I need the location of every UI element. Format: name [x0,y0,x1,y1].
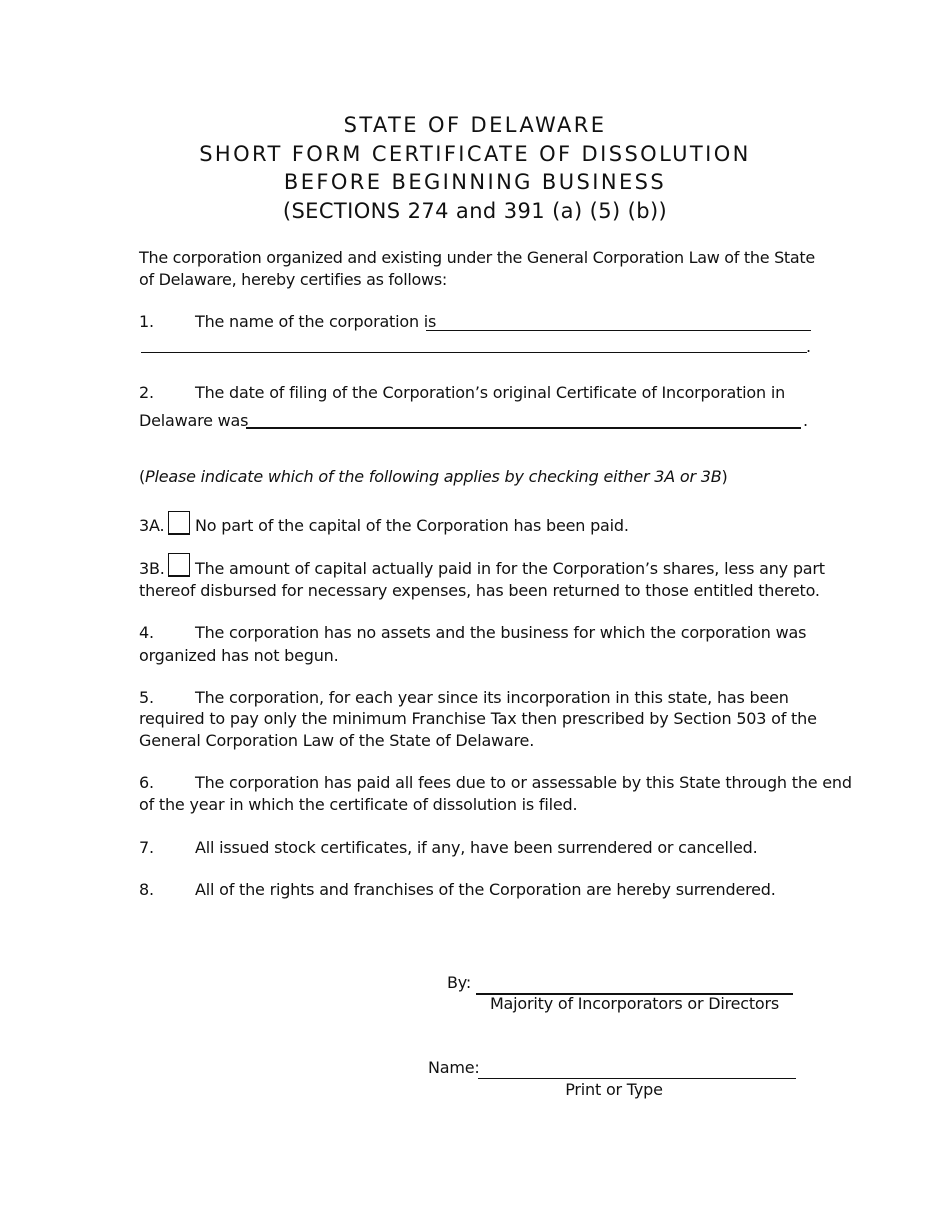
incorporation-date-field[interactable] [246,427,801,429]
item-3b-checkbox[interactable] [168,553,190,577]
instruction-text: Please indicate which of the following applies by checking either 3A or 3B [145,467,722,486]
item-2-period: . [803,411,808,430]
item-6-number: 6. [139,773,154,792]
item-5-text-cont2: General Corporation Law of the State of Delaware. [139,731,535,750]
item-3a-text: No part of the capital of the Corporation has been paid. [195,516,629,535]
item-7-number: 7. [139,838,154,857]
signature-caption: Majority of Incorporators or Directors [489,994,780,1013]
item-3a-checkbox[interactable] [168,511,190,535]
title-form-name: SHORT FORM CERTIFICATE OF DISSOLUTION [199,142,751,166]
item-5-number: 5. [139,688,154,707]
title-sections: (SECTIONS 274 and 391 (a) (5) (b)) [282,199,668,223]
instruction-close-paren: ) [721,467,728,486]
item-3a-number: 3A. [139,516,165,535]
item-3b-text-cont: thereof disbursed for necessary expenses, has been returned to those entitled thereto. [139,581,820,600]
name-label: Name: [428,1058,480,1077]
corporation-name-field-line1[interactable] [426,330,811,331]
item-8-number: 8. [139,880,154,899]
title-state: STATE OF DELAWARE [343,113,607,137]
corporation-name-field-line2[interactable] [141,352,807,353]
item-4-text-cont: organized has not begun. [139,646,339,665]
item-5-text-cont: required to pay only the minimum Franchise Tax then prescribed by Section 503 of the [139,709,817,728]
item-4-text: The corporation has no assets and the business for which the corporation was [195,623,807,642]
item-1-label: The name of the corporation is [195,312,437,331]
item-2-number: 2. [139,383,154,402]
title-subtitle: BEFORE BEGINNING BUSINESS [283,170,667,194]
item-6-text: The corporation has paid all fees due to or assessable by this State through the end [195,773,852,792]
item-2-text-cont: Delaware was [139,411,249,430]
name-caption: Print or Type [565,1080,663,1099]
item-4-number: 4. [139,623,154,642]
item-1-number: 1. [139,312,154,331]
item-6-text-cont: of the year in which the certificate of dissolution is filed. [139,795,578,814]
instruction-open-paren: ( [139,467,146,486]
instruction-note [139,466,728,488]
item-2-text: The date of filing of the Corporation’s original Certificate of Incorporation in [195,383,786,402]
item-1-period: . [806,337,811,356]
item-8-text: All of the rights and franchises of the Corporation are hereby surrendered. [195,880,776,899]
intro-paragraph: The corporation organized and existing under the General Corporation Law of the State of Delaware, hereby certifies as follows: [139,248,815,289]
item-7-text: All issued stock certificates, if any, have been surrendered or cancelled. [195,838,758,857]
item-3b-text: The amount of capital actually paid in for the Corporation’s shares, less any part [195,559,825,578]
item-3b-number: 3B. [139,559,165,578]
item-5-text: The corporation, for each year since its incorporation in this state, has been [195,688,789,707]
by-label: By: [447,973,472,992]
